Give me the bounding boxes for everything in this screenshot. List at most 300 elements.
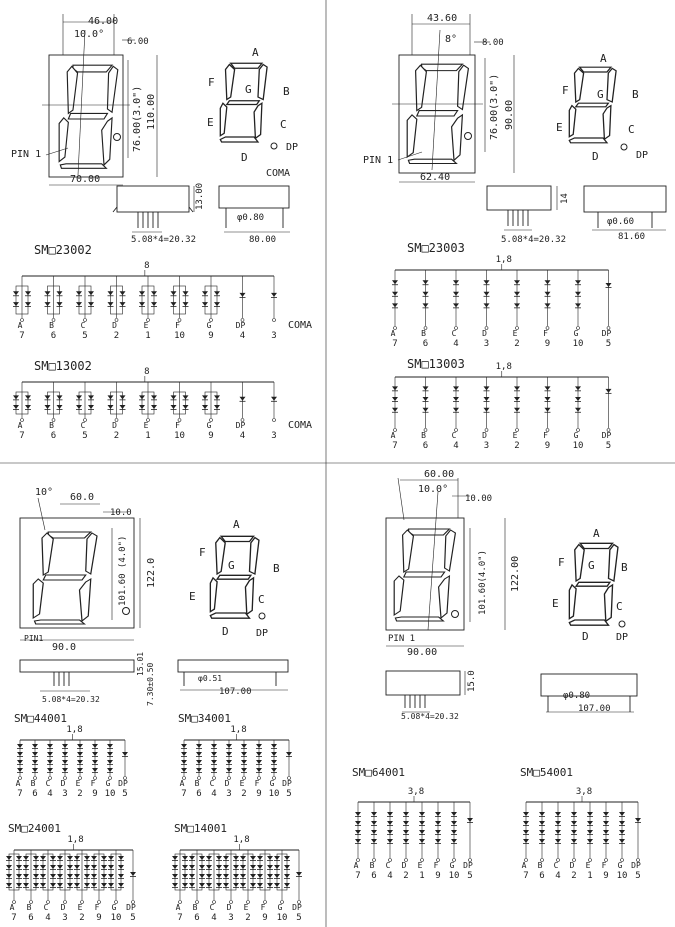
- diode: [267, 883, 273, 888]
- diode: [355, 821, 361, 826]
- panel-bottom-left: [6, 487, 302, 923]
- diode: [182, 883, 188, 888]
- segment-pin-label: B: [537, 861, 543, 870]
- diode: [241, 744, 247, 749]
- dim-side-height: 13.00: [195, 182, 205, 210]
- diode: [211, 744, 217, 749]
- diode: [403, 821, 409, 826]
- diode: [77, 760, 83, 765]
- diode: [545, 386, 551, 391]
- diode: [45, 302, 51, 307]
- seg-label-a: A: [252, 46, 259, 59]
- diode: [202, 302, 208, 307]
- diode: [603, 812, 609, 817]
- diode: [392, 292, 398, 297]
- segment-pin-label: G: [277, 903, 283, 912]
- diode: [196, 768, 202, 773]
- diode: [453, 292, 459, 297]
- pin-number: 2: [77, 789, 83, 799]
- pin1-label: PIN 1: [388, 634, 416, 644]
- diode: [181, 752, 187, 757]
- diode: [57, 883, 63, 888]
- diode: [76, 302, 82, 307]
- diode: [223, 856, 229, 861]
- segment-pin-label: F: [543, 431, 548, 440]
- panel-top-left: [11, 14, 312, 441]
- diode: [403, 839, 409, 844]
- dim-side-height: 15.0: [467, 670, 477, 692]
- diode: [256, 752, 262, 757]
- segment-pin-label: E: [512, 329, 518, 338]
- diode: [514, 397, 520, 402]
- diode: [32, 768, 38, 773]
- dim-angle: 10.0°: [74, 29, 105, 40]
- seg-label-b: B: [621, 561, 628, 574]
- seg-label-d: D: [241, 151, 248, 164]
- circuit-sm14001: [172, 822, 302, 923]
- seg-label-g: G: [588, 559, 595, 572]
- diode: [118, 883, 124, 888]
- diode: [274, 874, 280, 879]
- diode: [108, 856, 114, 861]
- seg-label-c: C: [258, 593, 265, 606]
- diode: [33, 874, 39, 879]
- diode: [91, 874, 97, 879]
- segment-diagram: [552, 527, 628, 643]
- pin-number: 3: [62, 789, 68, 799]
- segment-pin-label: B: [49, 321, 54, 330]
- seg-label-dp: DP: [256, 628, 269, 639]
- pin-number: 10: [110, 913, 122, 923]
- diode: [214, 291, 220, 296]
- diode: [40, 865, 46, 870]
- common-pin-label: 1,8: [66, 725, 83, 735]
- diode: [108, 395, 114, 400]
- dim-base: 90.0: [52, 642, 77, 653]
- diode: [202, 291, 208, 296]
- pin-number: 1: [145, 331, 151, 341]
- diode: [523, 821, 529, 826]
- pin1-label: PIN 1: [363, 155, 394, 166]
- segment-pin-label: DP: [235, 321, 246, 330]
- diode: [453, 303, 459, 308]
- diode: [120, 291, 126, 296]
- diode: [371, 839, 377, 844]
- common-pin-label: 3,8: [407, 787, 425, 797]
- diode: [47, 760, 53, 765]
- dim-outer-height: 110.00: [146, 93, 157, 130]
- diode: [571, 821, 577, 826]
- diode: [32, 744, 38, 749]
- pin-number: 4: [45, 913, 51, 923]
- diode: [172, 874, 178, 879]
- diode: [32, 760, 38, 765]
- seg-label-f: F: [562, 84, 569, 97]
- side-views: [20, 652, 288, 706]
- diode: [67, 856, 73, 861]
- diode: [545, 292, 551, 297]
- segment-pin-label: G: [573, 329, 579, 338]
- diode: [274, 856, 280, 861]
- diode: [423, 292, 429, 297]
- diode: [196, 760, 202, 765]
- seg-label-f: F: [199, 546, 206, 559]
- diode: [539, 812, 545, 817]
- dim-outer-height: 90.00: [504, 99, 515, 130]
- diode: [539, 830, 545, 835]
- dim-inner-height: 101.60(4.0"): [478, 549, 488, 615]
- diode: [211, 760, 217, 765]
- circuit-sm13003: [391, 357, 612, 451]
- pin-number: 10: [276, 913, 288, 923]
- diode: [16, 865, 22, 870]
- diode: [371, 812, 377, 817]
- diode: [271, 293, 277, 298]
- side-views: [113, 183, 290, 245]
- segment-pin-label: G: [111, 903, 117, 912]
- dim-pin-diameter: φ0.80: [237, 213, 265, 223]
- common-pin-label: 1,8: [495, 255, 512, 265]
- diode: [514, 386, 520, 391]
- diode: [92, 744, 98, 749]
- dim-width: 60.0: [70, 492, 95, 503]
- pin1-label: PIN 1: [11, 149, 42, 160]
- seg-label-dp: DP: [286, 142, 299, 153]
- diode: [23, 856, 29, 861]
- diode: [33, 883, 39, 888]
- common-pin-label: 8: [144, 367, 150, 377]
- diode: [216, 856, 222, 861]
- dim-side-width: 107.00: [578, 704, 611, 714]
- pin-number: 2: [514, 441, 520, 451]
- diode: [76, 291, 82, 296]
- segment-pin-label: E: [75, 779, 81, 788]
- pin-number: 7: [523, 871, 529, 881]
- pin-number: 3: [483, 339, 490, 349]
- diode: [108, 883, 114, 888]
- diode: [241, 768, 247, 773]
- diode: [101, 856, 107, 861]
- diode: [67, 883, 73, 888]
- dim-pin-diameter: φ0.60: [607, 217, 635, 227]
- dim-side-width: 81.60: [618, 232, 646, 242]
- pin-number: 4: [47, 789, 53, 799]
- pin-number: 7: [392, 339, 398, 349]
- diode: [451, 821, 457, 826]
- diode: [226, 744, 232, 749]
- diode: [77, 752, 83, 757]
- seg-label-e: E: [552, 597, 559, 610]
- segment-pin-label: E: [77, 903, 83, 912]
- diode: [214, 395, 220, 400]
- diode: [619, 830, 625, 835]
- diode: [108, 865, 114, 870]
- seg-label-c: C: [616, 600, 623, 613]
- seg-label-dp: DP: [616, 632, 629, 643]
- diode: [62, 752, 68, 757]
- pin-number: 10: [174, 331, 185, 341]
- diode: [151, 395, 157, 400]
- pin-number: 9: [96, 913, 102, 923]
- diode: [575, 280, 581, 285]
- segment-pin-label: B: [30, 779, 36, 788]
- pin-number: 10: [616, 871, 628, 881]
- diode: [240, 856, 246, 861]
- segment-pin-label: A: [521, 861, 527, 870]
- pin-number: 2: [113, 331, 120, 341]
- diode: [23, 874, 29, 879]
- diode: [484, 397, 490, 402]
- diode: [233, 865, 239, 870]
- pin-number: 3: [228, 913, 234, 923]
- dim-side-height: 15.01: [136, 651, 145, 676]
- segment-pin-label: C: [45, 779, 51, 788]
- diode: [296, 872, 302, 877]
- pin-number: 6: [32, 789, 38, 799]
- seg-label-g: G: [245, 83, 252, 96]
- diode: [603, 821, 609, 826]
- diode: [271, 760, 277, 765]
- common-pin-label: 1,8: [230, 725, 247, 735]
- pin-number: 10: [174, 431, 185, 441]
- diode: [284, 883, 290, 888]
- diode: [226, 760, 232, 765]
- diode: [88, 302, 94, 307]
- pin-number: 7: [17, 789, 23, 799]
- diode: [435, 812, 441, 817]
- pin-number: 7: [177, 913, 183, 923]
- diode: [435, 839, 441, 844]
- diode: [435, 821, 441, 826]
- diode: [50, 874, 56, 879]
- segment-pin-label: C: [80, 321, 86, 330]
- segment-pin-label: F: [601, 861, 607, 870]
- seg-label-e: E: [207, 116, 214, 129]
- segment-pin-label: D: [60, 903, 66, 912]
- diode: [423, 280, 429, 285]
- pin-number: 2: [79, 913, 85, 923]
- pin-number: 5: [82, 431, 88, 441]
- seg-label-a: A: [233, 518, 240, 531]
- circuit-title: SM□54001: [520, 766, 573, 779]
- pin-number: 6: [194, 913, 200, 923]
- diode: [223, 874, 229, 879]
- diode: [371, 830, 377, 835]
- segment-pin-label: DP: [463, 861, 473, 870]
- diode: [13, 291, 19, 296]
- diode: [91, 883, 97, 888]
- coma-label: COMA: [288, 420, 313, 431]
- dim-side-width: 107.00: [219, 687, 252, 697]
- diode: [453, 386, 459, 391]
- diode: [91, 865, 97, 870]
- diode: [419, 830, 425, 835]
- segment-pin-label: B: [194, 779, 200, 788]
- diode: [45, 291, 51, 296]
- segment-pin-label: E: [585, 861, 591, 870]
- segment-pin-label: E: [512, 431, 518, 440]
- pin-number: 2: [514, 339, 520, 349]
- diode: [77, 768, 83, 773]
- segment-pin-label: E: [143, 321, 149, 330]
- diode: [139, 395, 145, 400]
- diode: [256, 744, 262, 749]
- dim-inner-height: 101.60 (4.0"): [118, 535, 128, 606]
- diode: [523, 812, 529, 817]
- diode: [387, 839, 393, 844]
- diode: [183, 302, 189, 307]
- circuit-title: SM□23003: [407, 241, 465, 255]
- pin-number: 6: [539, 871, 545, 881]
- diode: [256, 760, 262, 765]
- side-views: [386, 670, 637, 721]
- diode: [555, 812, 561, 817]
- diode: [13, 405, 19, 410]
- segment-diagram: [207, 46, 298, 179]
- pin-number: 4: [387, 871, 393, 881]
- diode: [423, 397, 429, 402]
- diode: [555, 839, 561, 844]
- diode: [139, 302, 145, 307]
- diode: [451, 812, 457, 817]
- diode: [211, 752, 217, 757]
- diode: [199, 874, 205, 879]
- diode: [151, 302, 157, 307]
- diode: [40, 874, 46, 879]
- pin-number: 2: [571, 871, 577, 881]
- pin-number: 9: [256, 789, 262, 799]
- segment-pin-label: C: [451, 431, 457, 440]
- diode: [392, 408, 398, 413]
- circuit-sm44001: [14, 712, 128, 799]
- diode: [555, 821, 561, 826]
- pin-number: 1: [419, 871, 425, 881]
- segment-pin-label: A: [390, 329, 396, 338]
- pin-number: 3: [226, 789, 232, 799]
- diode: [6, 874, 12, 879]
- diode: [575, 292, 581, 297]
- diode: [92, 760, 98, 765]
- diode: [355, 812, 361, 817]
- diode: [571, 812, 577, 817]
- diode: [635, 818, 641, 823]
- diode: [214, 405, 220, 410]
- diode: [392, 397, 398, 402]
- diode: [139, 291, 145, 296]
- diode: [467, 818, 473, 823]
- diode: [619, 812, 625, 817]
- diode: [539, 821, 545, 826]
- coma-label: COMA: [288, 320, 313, 331]
- segment-pin-label: DP: [235, 421, 246, 430]
- pin-number: 7: [19, 431, 25, 441]
- diode: [50, 856, 56, 861]
- diode: [62, 768, 68, 773]
- diode: [16, 874, 22, 879]
- circuit-title: SM□13003: [407, 357, 465, 371]
- diode: [233, 874, 239, 879]
- side-views: [487, 186, 666, 245]
- diode: [575, 386, 581, 391]
- diode: [214, 302, 220, 307]
- pin-number: 3: [62, 913, 68, 923]
- diode: [57, 874, 63, 879]
- diode: [514, 292, 520, 297]
- diode: [284, 856, 290, 861]
- circuit-sm34001: [178, 712, 292, 799]
- segment-pin-label: C: [209, 779, 215, 788]
- segment-pin-label: C: [43, 903, 49, 912]
- dim-pitch: 5.08*4=20.32: [501, 235, 567, 245]
- diode: [423, 408, 429, 413]
- pin-number: 5: [467, 871, 473, 881]
- dim-pin-diameter: φ0.80: [563, 691, 591, 701]
- segment-pin-label: A: [17, 321, 23, 330]
- diode: [286, 752, 292, 757]
- segment-pin-label: G: [206, 421, 212, 430]
- diode: [484, 292, 490, 297]
- seg-label-a: A: [600, 52, 607, 65]
- diode: [267, 856, 273, 861]
- segment-pin-label: G: [269, 779, 275, 788]
- diode: [57, 395, 63, 400]
- diode: [587, 830, 593, 835]
- diode: [57, 291, 63, 296]
- circuit-title: SM□13002: [34, 359, 92, 373]
- diode: [118, 865, 124, 870]
- diode: [392, 280, 398, 285]
- diode: [182, 874, 188, 879]
- pin-number: 5: [122, 789, 128, 799]
- diode: [120, 302, 126, 307]
- diode: [172, 856, 178, 861]
- diode: [484, 386, 490, 391]
- dim-thick: 10.0: [110, 508, 132, 518]
- diode: [88, 291, 94, 296]
- segment-pin-label: D: [226, 903, 232, 912]
- dim-base: 90.00: [407, 647, 438, 658]
- segment-diagram: [556, 52, 648, 163]
- diode: [108, 302, 114, 307]
- segment-pin-label: B: [421, 431, 426, 440]
- diode: [183, 395, 189, 400]
- seg-label-e: E: [189, 590, 196, 603]
- diode: [484, 280, 490, 285]
- common-pin-label: 1,8: [67, 835, 84, 845]
- segment-pin-label: F: [433, 861, 439, 870]
- diode: [122, 752, 128, 757]
- seg-label-g: G: [597, 88, 604, 101]
- pin-number: 9: [208, 331, 214, 341]
- diode: [189, 865, 195, 870]
- pin-number: 9: [92, 789, 98, 799]
- diode: [182, 865, 188, 870]
- dim-side-height: 14: [560, 193, 570, 204]
- circuit-title: SM□34001: [178, 712, 231, 725]
- segment-pin-label: C: [209, 903, 215, 912]
- diode: [451, 839, 457, 844]
- pin-number: 3: [271, 331, 277, 341]
- diode: [619, 821, 625, 826]
- segment-pin-label: B: [26, 903, 32, 912]
- segment-pin-label: DP: [601, 431, 612, 440]
- diode: [74, 883, 80, 888]
- diode: [67, 874, 73, 879]
- diode: [545, 397, 551, 402]
- pin-number: 10: [104, 789, 116, 799]
- diode: [62, 744, 68, 749]
- segment-pin-label: DP: [126, 903, 136, 912]
